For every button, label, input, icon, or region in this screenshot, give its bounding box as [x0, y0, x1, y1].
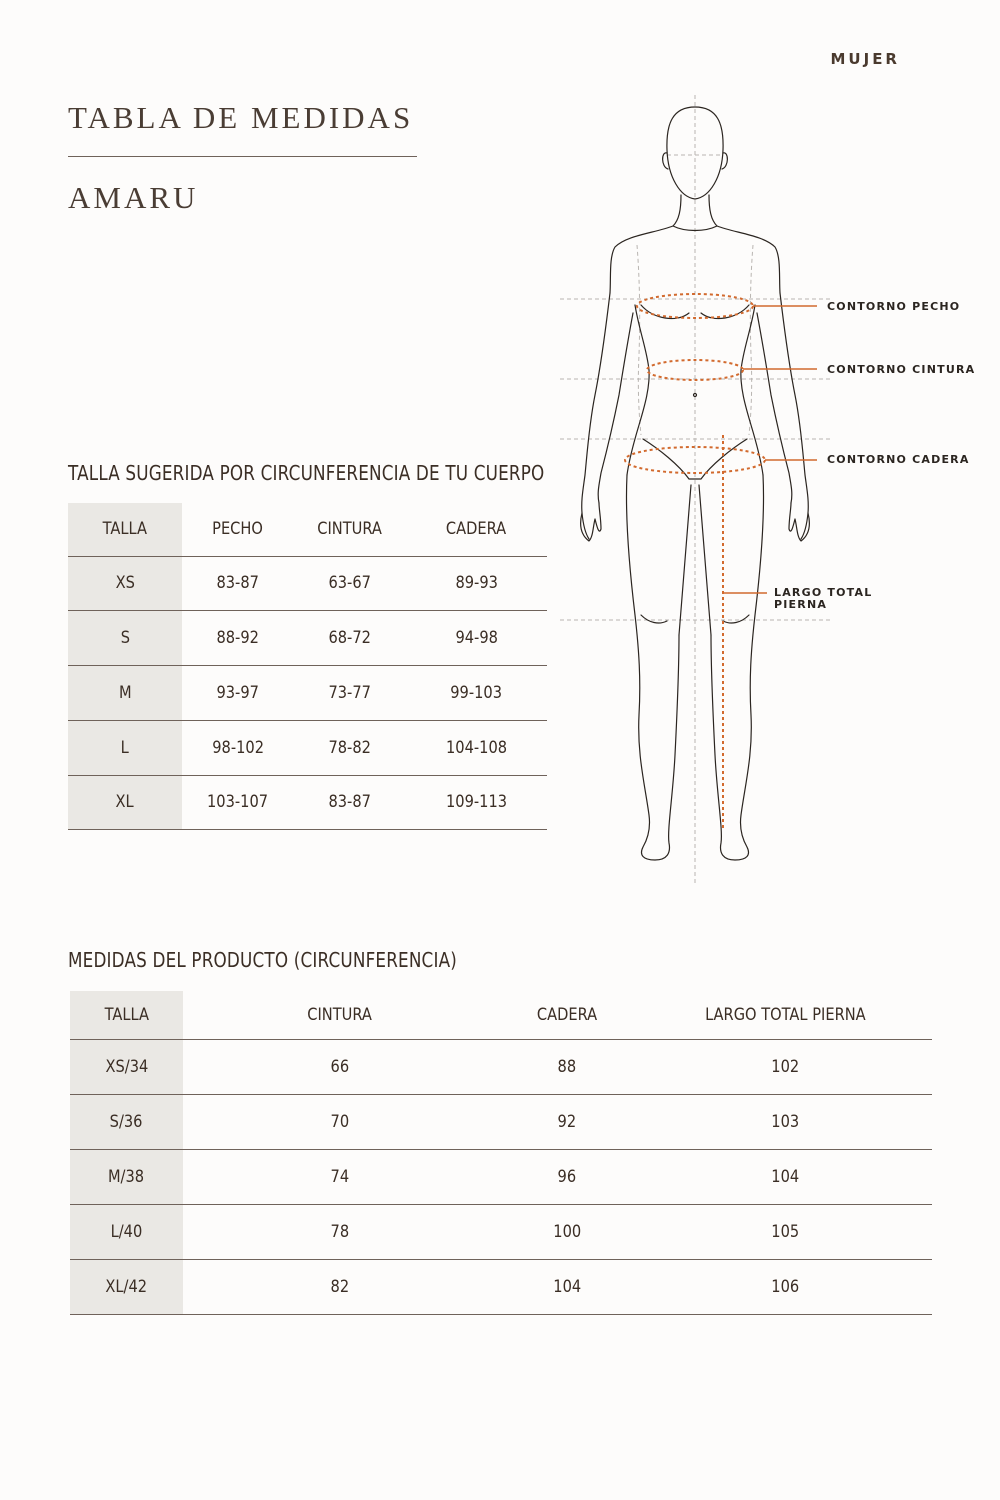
- callout-hip: CONTORNO CADERA: [827, 453, 970, 466]
- callout-waist: CONTORNO CINTURA: [827, 363, 976, 376]
- table-row: [70, 1259, 932, 1314]
- table-cell: 96: [496, 1149, 638, 1204]
- callout-leg-length: [774, 587, 872, 611]
- table-row: [68, 665, 547, 720]
- title-divider: [68, 156, 417, 157]
- header-cell: LARGO TOTAL PIERNA: [704, 1004, 866, 1025]
- body-table-title: TALLA SUGERIDA POR CIRCUNFERENCIA DE TU CUERPO: [68, 461, 545, 485]
- size-cell: L: [68, 720, 182, 775]
- table-row: [68, 556, 547, 610]
- table-cell: 88-92: [182, 610, 294, 665]
- table-cell: 74: [183, 1149, 496, 1204]
- body-table-header: [68, 503, 547, 556]
- size-cell: S/36: [70, 1094, 183, 1149]
- table-cell: 92: [496, 1094, 638, 1149]
- table-cell: 82: [183, 1259, 496, 1314]
- table-cell: 102: [638, 1039, 932, 1094]
- table-cell: 83-87: [294, 775, 406, 829]
- table-row: [70, 1094, 932, 1149]
- table-cell: 103: [638, 1094, 932, 1149]
- body-size-table: [68, 503, 547, 830]
- table-cell: 89-93: [406, 556, 547, 610]
- table-row: [70, 1149, 932, 1204]
- callout-leg-line2: PIERNA: [774, 598, 828, 611]
- table-cell: 94-98: [406, 610, 547, 665]
- table-cell: 99-103: [406, 665, 547, 720]
- table-cell: 100: [496, 1204, 638, 1259]
- table-cell: 73-77: [294, 665, 406, 720]
- size-cell: L/40: [70, 1204, 183, 1259]
- product-table-header: [70, 991, 932, 1039]
- table-cell: 106: [638, 1259, 932, 1314]
- table-cell: 78: [183, 1204, 496, 1259]
- table-cell: 105: [638, 1204, 932, 1259]
- table-cell: 83-87: [182, 556, 294, 610]
- header-cell: CINTURA: [317, 519, 383, 540]
- product-size-table: [70, 991, 932, 1315]
- table-row: [70, 1204, 932, 1259]
- table-row: [68, 720, 547, 775]
- product-table-title: MEDIDAS DEL PRODUCTO (CIRCUNFERENCIA): [68, 948, 457, 972]
- table-cell: 70: [183, 1094, 496, 1149]
- table-row: [68, 610, 547, 665]
- table-cell: 66: [183, 1039, 496, 1094]
- table-cell: 98-102: [182, 720, 294, 775]
- page-title: TABLA DE MEDIDAS: [68, 100, 414, 135]
- size-cell: M/38: [70, 1149, 183, 1204]
- header-cell: CADERA: [536, 1004, 598, 1025]
- header-cell: TALLA: [68, 503, 182, 556]
- table-row: [68, 775, 547, 829]
- table-row: [70, 1039, 932, 1094]
- product-name: AMARU: [68, 180, 199, 215]
- table-cell: 88: [496, 1039, 638, 1094]
- size-cell: S: [68, 610, 182, 665]
- table-cell: 109-113: [406, 775, 547, 829]
- body-silhouette-illustration: [555, 95, 965, 890]
- size-cell: M: [68, 665, 182, 720]
- size-cell: XL: [68, 775, 182, 829]
- header-cell: TALLA: [70, 991, 183, 1039]
- category-label: MUJER: [830, 50, 900, 68]
- size-cell: XS: [68, 556, 182, 610]
- table-cell: 104: [638, 1149, 932, 1204]
- table-cell: 63-67: [294, 556, 406, 610]
- size-cell: XS/34: [70, 1039, 183, 1094]
- callout-leg-line1: LARGO TOTAL: [774, 586, 873, 599]
- callout-bust: CONTORNO PECHO: [827, 300, 961, 313]
- size-cell: XL/42: [70, 1259, 183, 1314]
- table-cell: 68-72: [294, 610, 406, 665]
- header-cell: CADERA: [446, 519, 507, 540]
- body-figure: [555, 95, 965, 895]
- table-cell: 104: [496, 1259, 638, 1314]
- header-cell: PECHO: [212, 519, 264, 540]
- table-cell: 103-107: [182, 775, 294, 829]
- table-cell: 104-108: [406, 720, 547, 775]
- table-cell: 78-82: [294, 720, 406, 775]
- header-cell: CINTURA: [307, 1004, 372, 1025]
- table-cell: 93-97: [182, 665, 294, 720]
